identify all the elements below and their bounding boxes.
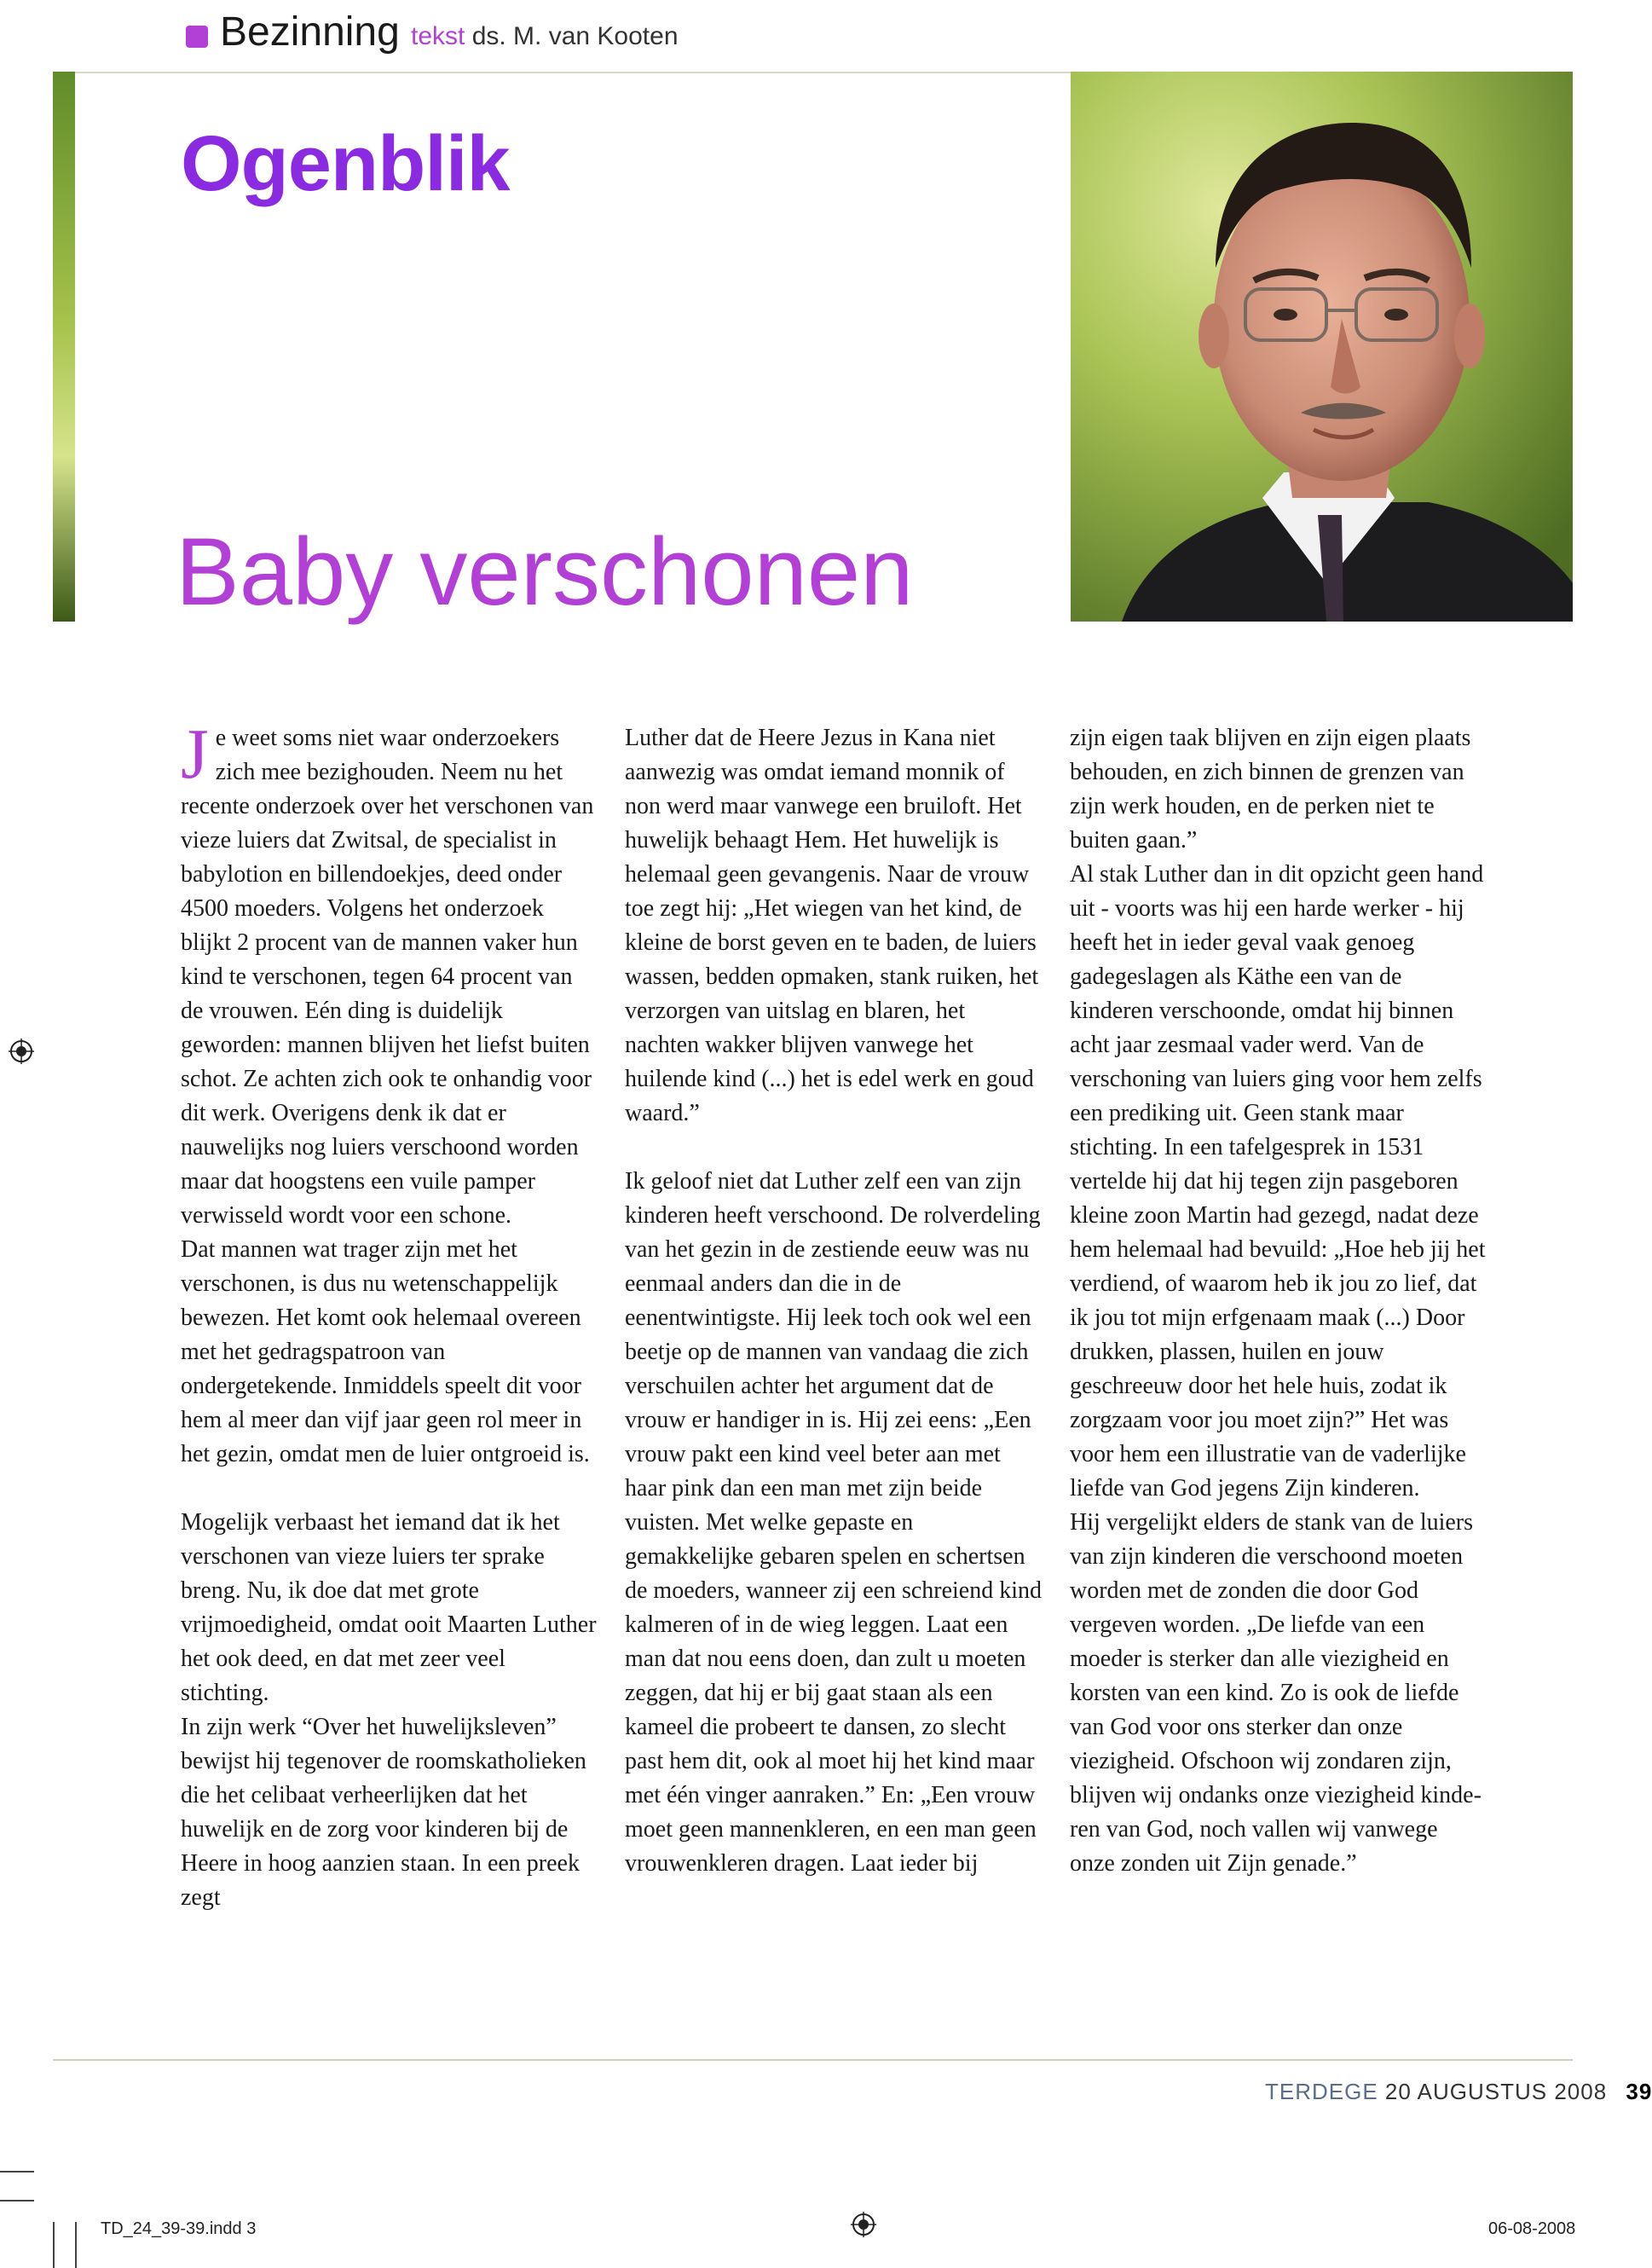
article-column-1 [181, 715, 598, 1915]
byline [411, 22, 679, 51]
byline-label: tekst [411, 22, 465, 50]
section-marker [186, 26, 208, 48]
portrait-illustration [1071, 72, 1573, 622]
article-title: Baby verschonen [176, 518, 914, 625]
print-slug: TD_24_39-39.indd 3 [101, 2219, 257, 2238]
paragraph-text: e weet soms niet waar onderzoekers zich mee bezighouden. Neem nu het recente onderzoek over het verschonen van vieze luiers dat Zwitsal, de specialist in babylotion en billendoekjes, deed onder 4500 moeders. Volgens het onderzoek blijkt 2 procent van de mannen vaker hun kind te verschonen, tegen 64 procent van de vrouwen. Eén ding is duidelijk geworden: mannen blijven het liefst buiten schot. Ze achten zich ook te onhandig voor dit werk. Overigens denk ik dat er nauwelijks nog luiers verschoond worden maar dat hoogstens een vuile pamper verwisseld wordt voor een schone. [181, 725, 594, 1229]
issue-date: 20 AUGUSTUS 2008 [1384, 2079, 1608, 2104]
article-column-3 [1070, 721, 1487, 1881]
footer-rule [53, 2059, 1573, 2061]
page-footer [1265, 2079, 1652, 2105]
decorative-strip [53, 72, 75, 622]
article-column-2 [625, 721, 1043, 1881]
paragraph: Ik geloof niet dat Luther zelf een van zijn kinderen heeft verschoond. De rolverdeling van het gezin in de zestiende eeuw was nu eenmaal anders dan die in de eenentwintigste. Hij leek toch ook wel een beetje op de mannen van vandaag die zich verschuilen achter het argument dat de vrouw er handiger in is. Hij zei eens: „Een vrouw pakt een kind veel beter aan met haar pink dan een man met zijn beide vuisten. Met welke gepaste en gemakkelijke gebaren spelen en schertsen de moeders, wanneer zij een schreiend kind kalmeren of in de wieg leggen. Laat een man dat nou eens doen, dan zult u moeten zeggen, dat hij er bij gaat staan als een kameel die probeert te dansen, zo slecht past hem dit, ook al moet hij het kind maar met één vinger aanraken.” En: „Een vrouw moet geen mannenkleren, en een man geen vrouwenkleren dragen. Laat ieder bij [625, 1168, 1043, 1877]
paragraph: Dat mannen wat trager zijn met het verschonen, is dus nu wetenschappelijk bewezen. Het komt ook helemaal overeen met het gedragspatroon van ondergetekende. Inmiddels speelt dit voor hem al meer dan vijf jaar geen rol meer in het gezin, omdat men de luier ontgroeid is. [181, 1236, 590, 1467]
crop-mark [0, 2171, 34, 2173]
paragraph: Al stak Luther dan in dit opzicht geen hand uit - voorts was hij een harde werker - hij heeft het in ieder geval vaak genoeg gadegeslagen als Käthe een van de kinderen verschoonde, omdat hij binnen acht jaar zesmaal vader werd. Van de verschoning van luiers ging voor hem zelfs een prediking uit. Geen stank maar stichting. In een tafelgesprek in 1531 vertelde hij dat hij tegen zijn pasgeboren kleine zoon Martin had gezegd, nadat deze hem helemaal had bevuild: „Hoe heb jij het verdiend, of waarom heb ik jou zo lief, dat ik jou tot mijn erfgenaam maak (...) Door drukken, plassen, huilen en jouw geschreeuw door het hele huis, zodat ik zorgzaam voor jou moet zijn?” Het was voor hem een illustratie van de vaderlijke liefde van God jegens Zijn kinderen. [1070, 861, 1486, 1501]
paragraph: In zijn werk “Over het huwelijksleven” bewijst hij tegenover de roomskatholieken die het celibaat verheerlijken dat het huwelijk en de zorg voor kinderen bij de Heere in hoog aanzien staan. In een preek zegt [181, 1714, 586, 1911]
paragraph: Hij vergelijkt elders de stank van de luiers van zijn kinderen die verschoond moeten worden met de zonden die door God vergeven worden. „De liefde van een moeder is sterker dan alle viezigheid en korsten van een kind. Zo is ook de liefde van God voor ons sterker dan onze viezigheid. Ofschoon wij zondaren zijn, blijven wij ondanks onze viezigheid kinderen van God, noch vallen wij vanwege onze zonden uit Zijn genade.” [1070, 1509, 1482, 1877]
paragraph [181, 715, 598, 1233]
crop-mark [53, 2222, 55, 2268]
crop-mark [75, 2222, 77, 2268]
author-photo [1071, 72, 1573, 622]
magazine-name: TERDEGE [1265, 2079, 1378, 2104]
frame-line [75, 72, 1072, 73]
paragraph: Luther dat de Heere Jezus in Kana niet aanwezig was omdat iemand monnik of non werd maar vanwege een bruiloft. Het huwelijk behaagt Hem. Het huwelijk is helemaal geen gevangenis. Naar de vrouw toe zegt hij: „Het wiegen van het kind, de kleine de borst geven en te baden, de luiers wassen, bedden opmaken, stank ruiken, het verzorgen van uitslag en blaren, het nachten wakker blijven vanwege het huilende kind (...) het is edel werk en goud waard.” [625, 725, 1039, 1126]
page-number: 39 [1626, 2079, 1652, 2104]
crop-mark [0, 2200, 34, 2201]
paragraph: zijn eigen taak blijven en zijn eigen plaats behouden, en zich binnen de grenzen van zijn werk houden, en de perken niet te buiten gaan.” [1070, 725, 1471, 853]
byline-author: ds. M. van Kooten [471, 22, 679, 50]
paragraph: Mogelijk verbaast het iemand dat ik het verschonen van vieze luiers ter sprake breng. Nu, ik doe dat met grote vrijmoedigheid, omdat ooit Maarten Luther het ook deed, en dat met zeer veel stichting. [181, 1509, 597, 1706]
drop-cap: J [181, 715, 209, 794]
article-kicker: Ogenblik [181, 120, 510, 207]
section-label: Bezinning [220, 9, 400, 55]
print-date: 06-08-2008 [1488, 2219, 1576, 2238]
registration-mark-icon [851, 2212, 876, 2237]
registration-mark-icon [9, 1039, 34, 1064]
